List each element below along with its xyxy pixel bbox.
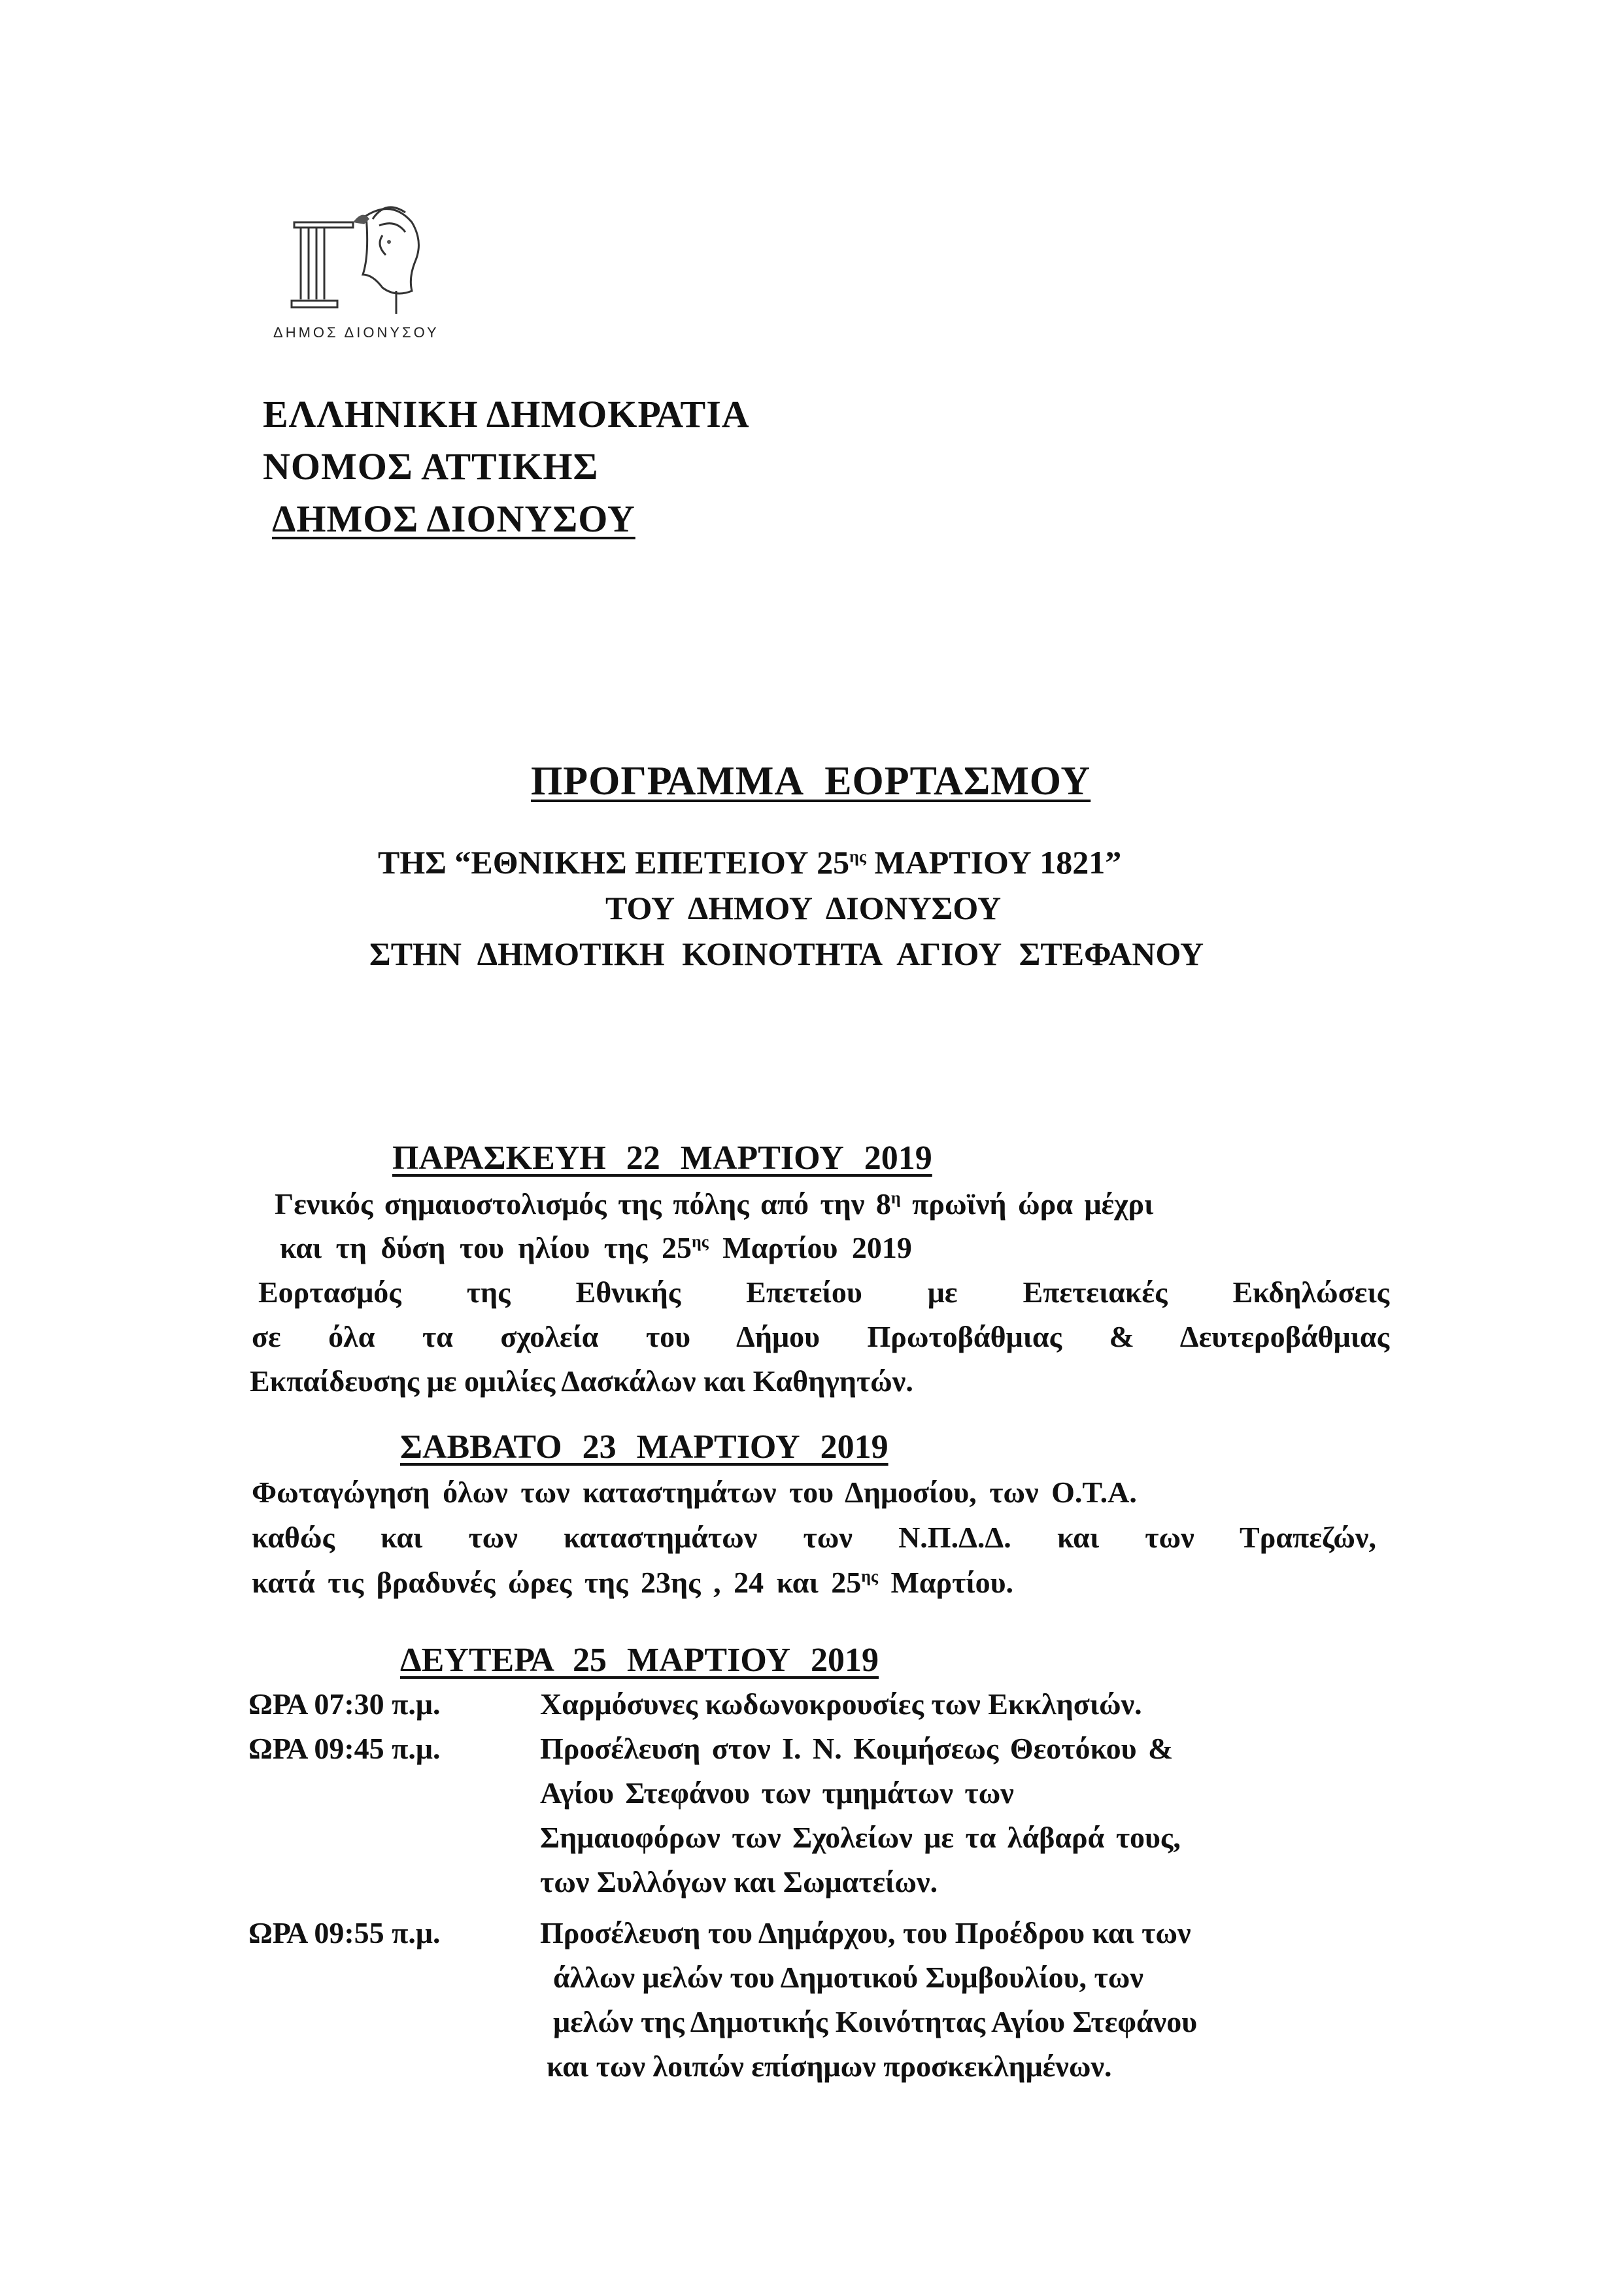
subtitle-line-3: ΣΤΗΝ ΔΗΜΟΤΙΚΗ ΚΟΙΝΟΤΗΤΑ ΑΓΙΟΥ ΣΤΕΦΑΝΟΥ: [369, 936, 1204, 972]
friday-line-3: Εορτασμός της Εθνικής Επετείου με Επετειακές Εκδηλώσεις: [258, 1275, 1389, 1309]
saturday-line-2: καθώς και των καταστημάτων των Ν.Π.Δ.Δ. και των Τραπεζών,: [252, 1521, 1376, 1554]
schedule-text: Αγίου Στεφάνου των τμημάτων των: [540, 1776, 1014, 1810]
friday-line-5: Εκπαίδευσης με ομιλίες Δασκάλων και Καθηγητών.: [250, 1364, 913, 1398]
schedule-text: των Συλλόγων και Σωματείων.: [540, 1865, 938, 1898]
friday-line-1: Γενικός σημαιοστολισμός της πόλης από την $8^\eta$ πρωϊνή ώρα μέχρι: [275, 1187, 1154, 1221]
page-title: ΠΡΟΓΡΑΜΜΑ ΕΟΡΤΑΣΜΟΥ: [531, 759, 1091, 803]
friday-heading: ΠΑΡΑΣΚΕΥΗ 22 ΜΑΡΤΙΟΥ 2019: [392, 1139, 932, 1177]
schedule-time: ΩΡΑ 09:55 π.μ.: [248, 1916, 441, 1949]
saturday-line-1: Φωταγώγηση όλων των καταστημάτων του Δημοσίου, των Ο.Τ.Α.: [252, 1476, 1137, 1509]
schedule-text: Σημαιοφόρων των Σχολείων με τα λάβαρά τους,: [540, 1821, 1181, 1854]
schedule-text: και των λοιπών επίσημων προσκεκλημένων.: [547, 2049, 1112, 2083]
schedule-text: μελών της Δημοτικής Κοινότητας Αγίου Στεφάνου: [553, 2005, 1198, 2038]
saturday-line-3: κατά τις βραδυνές ώρες της 23ης , 24 και $25^{\eta\varsigma}$ Μαρτίου.: [252, 1566, 1014, 1599]
schedule-time: ΩΡΑ 09:45 π.μ.: [248, 1732, 441, 1765]
subtitle-line-2: ΤΟΥ ΔΗΜΟΥ ΔΙΟΝΥΣΟΥ: [605, 890, 1002, 926]
schedule-time: ΩΡΑ 07:30 π.μ.: [248, 1687, 441, 1721]
header-country: ΕΛΛΗΝΙΚΗ ΔΗΜΟΚΡΑΤΙΑ: [263, 393, 750, 435]
logo-caption: ΔΗΜΟΣ ΔΙΟΝΥΣΟΥ: [273, 324, 439, 341]
header-prefecture: ΝΟΜΟΣ ΑΤΤΙΚΗΣ: [263, 445, 599, 488]
header-municipality: ΔΗΜΟΣ ΔΙΟΝΥΣΟΥ: [272, 498, 635, 540]
saturday-heading: ΣΑΒΒΑΤΟ 23 ΜΑΡΤΙΟΥ 2019: [400, 1428, 888, 1466]
friday-line-2: και τη δύση του ηλίου της $25^{\eta\varsigma}$ Μαρτίου 2019: [280, 1231, 912, 1264]
friday-line-4: σε όλα τα σχολεία του Δήμου Πρωτοβάθμιας & Δευτεροβάθμιας: [252, 1320, 1389, 1353]
monday-heading: ΔΕΥΤΕΡΑ 25 ΜΑΡΤΙΟΥ 2019: [400, 1642, 879, 1679]
schedule-text: άλλων μελών του Δημοτικού Συμβουλίου, των: [553, 1961, 1143, 1994]
schedule-text: Προσέλευση του Δημάρχου, του Προέδρου και των: [540, 1916, 1191, 1949]
schedule-text: Χαρμόσυνες κωδωνοκρουσίες των Εκκλησιών.: [540, 1687, 1142, 1721]
subtitle-line-1: ΤΗΣ “ΕΘΝΙΚΗΣ ΕΠΕΤΕΙΟΥ $25^{\eta\varsigma}$ ΜΑΡΤΙΟΥ 1821”: [378, 844, 1122, 881]
schedule-text: Προσέλευση στον Ι. Ν. Κοιμήσεως Θεοτόκου &: [540, 1732, 1174, 1765]
